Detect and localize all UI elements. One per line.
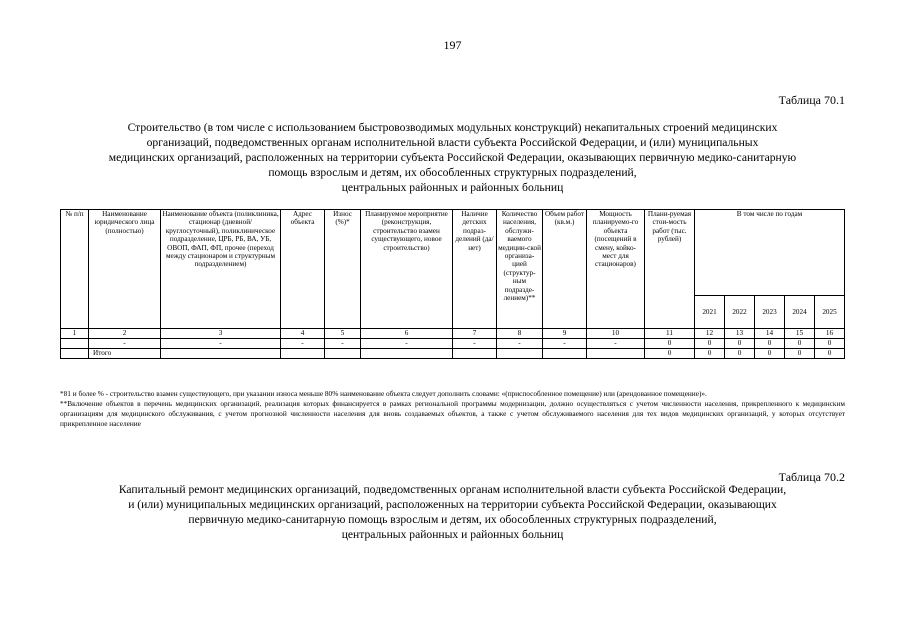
- title-line: медицинских организаций, расположенных на территории субъекта Российской Федерации, оказывающих первичную медико-санитарную: [108, 151, 797, 164]
- column-number: 1: [61, 329, 89, 339]
- table-cell: [61, 349, 89, 359]
- table-cell: 0: [755, 349, 785, 359]
- column-number: 2: [89, 329, 161, 339]
- table-cell: -: [89, 339, 161, 349]
- column-header: Объем работ (кв.м.): [543, 210, 587, 329]
- table-cell: -: [497, 339, 543, 349]
- table-cell: -: [453, 339, 497, 349]
- column-number: 12: [695, 329, 725, 339]
- total-label: Итого: [89, 349, 161, 359]
- table-70-1-title: [60, 120, 845, 195]
- year-header: 2022: [725, 295, 755, 328]
- table-cell: [497, 349, 543, 359]
- column-header: Наименование юридического лица (полностью): [89, 210, 161, 329]
- column-number: 4: [281, 329, 325, 339]
- table-cell: [325, 349, 361, 359]
- title-line: помощь взрослым и детям, их обособленных структурных подразделений,: [268, 166, 637, 179]
- table-cell: 0: [785, 349, 815, 359]
- table-cell: [361, 349, 453, 359]
- table-cell: -: [325, 339, 361, 349]
- column-number: 15: [785, 329, 815, 339]
- total-row: [61, 349, 845, 359]
- year-header: 2024: [785, 295, 815, 328]
- title-line: Капитальный ремонт медицинских организаций, подведомственных органам исполнительной власти субъекта Российской Федерации,: [118, 483, 787, 496]
- table-cell: -: [587, 339, 645, 349]
- title-line: центральных районных и районных больниц: [341, 528, 564, 541]
- column-number: 5: [325, 329, 361, 339]
- title-line: и (или) муниципальных медицинских организаций, расположенных на территории субъекта Российской Федерации, оказывающих: [128, 498, 777, 511]
- year-header: 2025: [815, 295, 845, 328]
- table-cell: 0: [695, 349, 725, 359]
- table-cell: 0: [785, 339, 815, 349]
- table-70-1: [60, 209, 845, 359]
- footnote: **Включение объектов в перечень медицинских организаций, реализация которых финансируется в рамках региональной программы модернизации, должно осуществляться с учетом численности населения, прикрепленного к медицинским организациям для медицинского обслуживания, с учетом прогнозной численности населения для вновь создаваемых объектов, а также с учетом обслуживаемого населения для тех видов медицинских организаций, у которых отсутствует прикрепленное население: [60, 399, 845, 428]
- years-group-header: В том числе по годам: [695, 210, 845, 296]
- column-number: 3: [161, 329, 281, 339]
- column-number: 10: [587, 329, 645, 339]
- column-number: 9: [543, 329, 587, 339]
- column-number: 13: [725, 329, 755, 339]
- year-header: 2021: [695, 295, 725, 328]
- table-cell: 0: [695, 339, 725, 349]
- table-cell: 0: [645, 349, 695, 359]
- column-header: Мощность планируемо-го объекта (посещений в смену, койко-мест для стационаров): [587, 210, 645, 329]
- table-cell: -: [361, 339, 453, 349]
- table-cell: [161, 349, 281, 359]
- table-cell: -: [161, 339, 281, 349]
- column-header: Плани-руемая стои-мость работ (тыс. рублей): [645, 210, 695, 329]
- table-cell: 0: [815, 349, 845, 359]
- table-70-1-label: Таблица 70.1: [778, 93, 845, 107]
- column-header: Наличие детских подраз-делений (да/нет): [453, 210, 497, 329]
- column-header: № п/п: [61, 210, 89, 329]
- table-cell: [587, 349, 645, 359]
- table-cell: 0: [815, 339, 845, 349]
- table-cell: 0: [725, 349, 755, 359]
- footnotes: [60, 389, 845, 429]
- column-header: Количество населения, обслужи-ваемого медицин-ской организа-цией (структур-ным подразде-лением)**: [497, 210, 543, 329]
- footnote: *81 и более % - строительство взамен существующего, при указании износа меньше 80% наименование объекта следует дополнить словами: «(приспособленное помещение) или (арендованное помещение)».: [60, 389, 707, 398]
- table-cell: [453, 349, 497, 359]
- column-header: Планируемое мероприятие (реконструкция, строительство взамен существующего, новое строительство): [361, 210, 453, 329]
- title-line: первичную медико-санитарную помощь взрослым и детям, их обособленных структурных подразделений,: [188, 513, 717, 526]
- column-number: 16: [815, 329, 845, 339]
- table-header-row: [61, 210, 845, 296]
- title-line: организаций, подведомственных органам исполнительной власти субъекта Российской Федерации, и (или) муниципальных: [146, 136, 759, 149]
- table-cell: [543, 349, 587, 359]
- column-header: Наименование объекта (поликлиника, стационар (дневной/круглосуточный), поликлиническое подразделение, ЦРБ, РБ, ВА, УБ, ОВОП, ФАП, ФП, прочее (переход между стационаром и структурным подразделением): [161, 210, 281, 329]
- column-header: Адрес объекта: [281, 210, 325, 329]
- table-cell: 0: [725, 339, 755, 349]
- table-cell: 0: [645, 339, 695, 349]
- table-cell: [61, 339, 89, 349]
- column-header: Износ (%)*: [325, 210, 361, 329]
- table-70-2-title: [60, 482, 845, 542]
- title-line: центральных районных и районных больниц: [341, 181, 564, 194]
- title-line: Строительство (в том числе с использованием быстровозводимых модульных конструкций) некапитальных строений медицинских: [127, 121, 778, 134]
- column-number: 11: [645, 329, 695, 339]
- table-70-2-label: Таблица 70.2: [778, 470, 845, 484]
- table-cell: [281, 349, 325, 359]
- table-row: [61, 339, 845, 349]
- column-number: 14: [755, 329, 785, 339]
- column-number: 6: [361, 329, 453, 339]
- column-number: 7: [453, 329, 497, 339]
- table-cell: -: [543, 339, 587, 349]
- table-cell: -: [281, 339, 325, 349]
- column-number-row: [61, 329, 845, 339]
- page-number: 197: [443, 38, 462, 52]
- table-cell: 0: [755, 339, 785, 349]
- column-number: 8: [497, 329, 543, 339]
- year-header: 2023: [755, 295, 785, 328]
